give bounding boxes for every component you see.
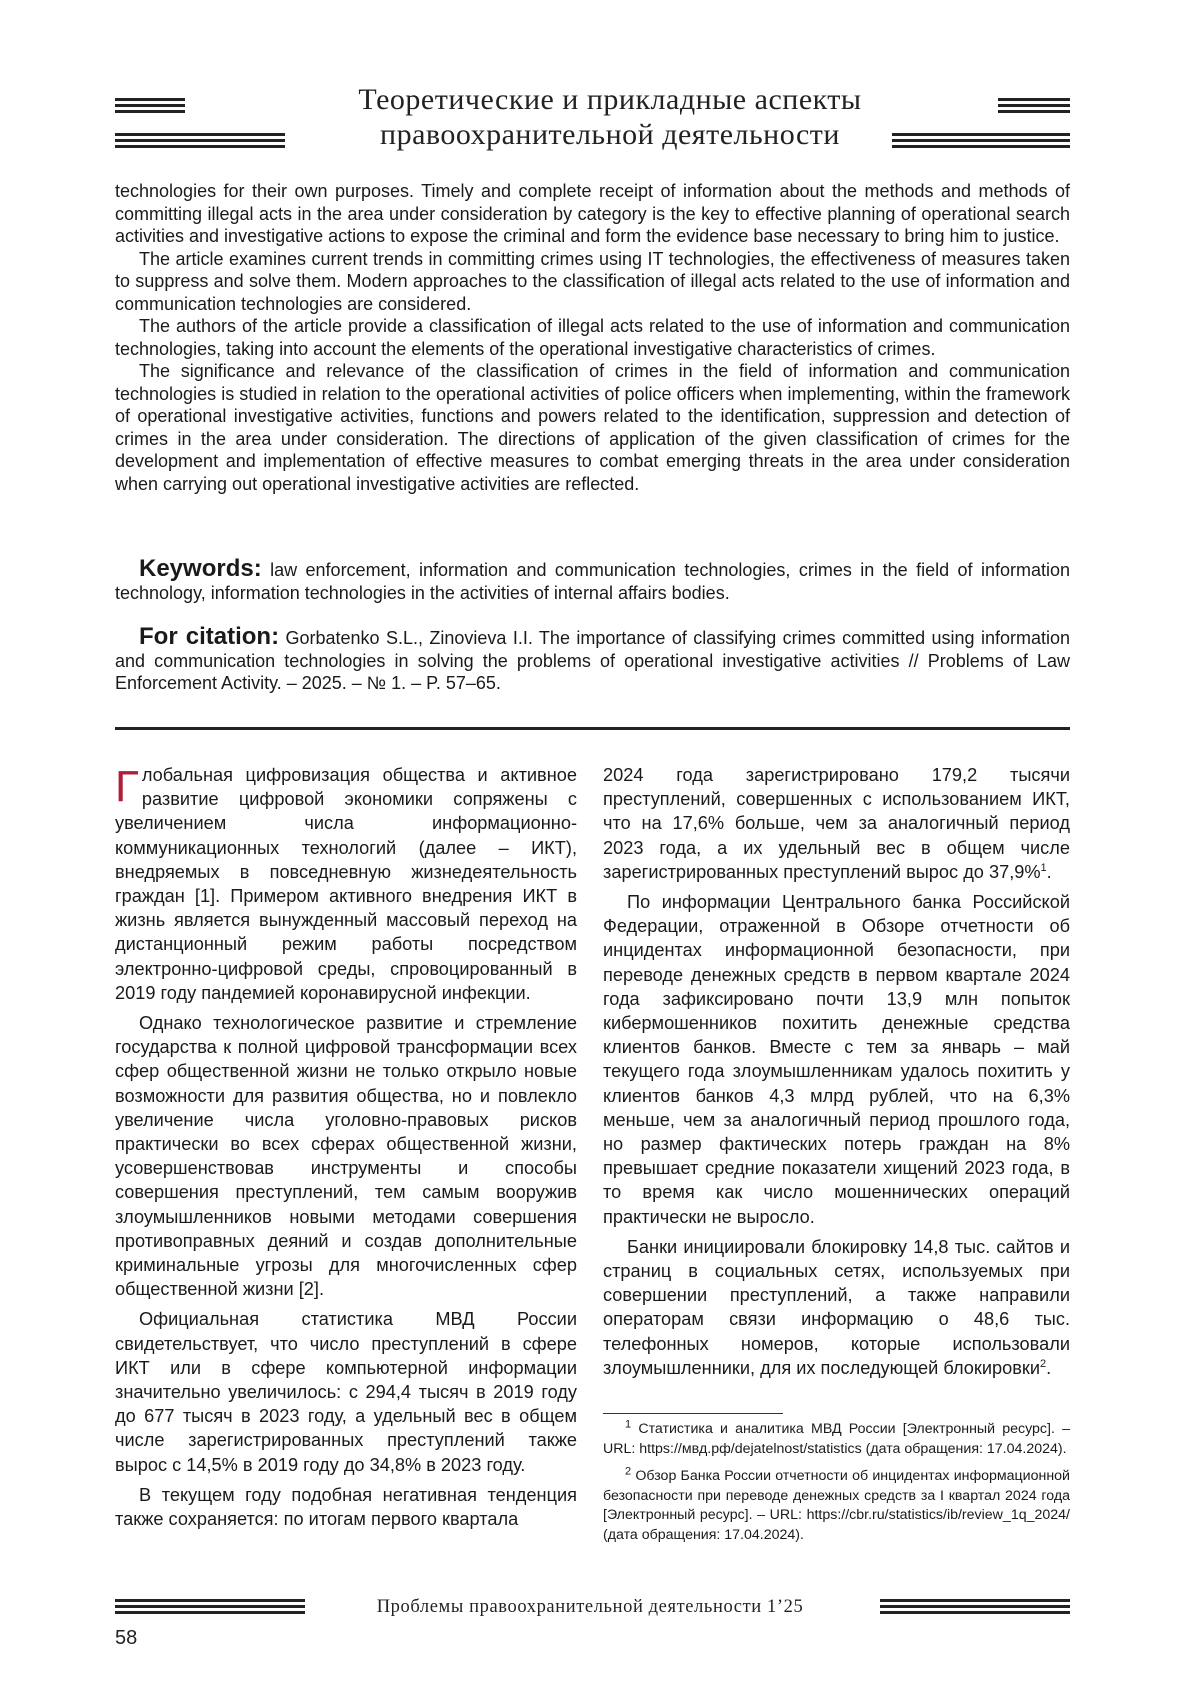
abstract-paragraph: technologies for their own purposes. Timely and complete receipt of information about the methods and methods of committing illegal acts in the area under consideration by category is the key to effective planning of operational search activities and investigative actions to expose the criminal and form the evidence base necessary to bring him to justice.	[115, 181, 1070, 246]
footnotes	[603, 1420, 1070, 1553]
footnote	[603, 1467, 1070, 1545]
abstract	[115, 180, 1070, 495]
keywords-text: law enforcement, information and communication technologies, crimes in the field of information technology, information technologies in the activities of internal affairs bodies.	[115, 560, 1070, 603]
abstract-paragraph: The authors of the article provide a classification of illegal acts related to the use of information and communication technologies, taking into account the elements of the operational investigative characteristics of crimes.	[115, 316, 1070, 359]
body-paragraph-text: лобальная цифровизация общества и активное развитие цифровой экономики сопряжены с увеличением числа информационно-коммуникационных технологий (далее – ИКТ), внедряемых в повседневную жизнедеятельность граждан [1]. Примером активного внедрения ИКТ в жизнь является вынужденный массовый переход на дистанционный режим работы посредством электронно-цифровой среды, спровоцированный в 2019 году пандемией коронавирусной инфекции.	[115, 765, 577, 1003]
body-paragraph	[603, 1235, 1070, 1380]
page-number: 58	[115, 1627, 138, 1649]
body-paragraph-text: Банки инициировали блокировку 14,8 тыс. сайтов и страниц в социальных сетях, используемых при совершении преступлений, а также направили операторам связи информацию о 48,6 тыс. телефонных номеров, которые использовали злоумышленники, для их последующей блокировки	[603, 1236, 1070, 1378]
citation	[115, 623, 1071, 695]
footer-lines-right	[880, 1599, 1070, 1617]
footnote-number: 1	[625, 1418, 632, 1431]
header-lines-right-top	[998, 98, 1070, 116]
body-paragraph-text: 2024 года зарегистрировано 179,2 тысячи преступлений, совершенных с использованием ИКТ, что на 17,6% больше, чем за аналогичный период 2023 года, а их удельный вес в общем числе зарегистрированных преступлений вырос до 37,9%	[603, 765, 1070, 882]
body-column-left	[115, 763, 577, 1537]
section-header-line2: правоохранительной деятельности	[380, 118, 840, 151]
abstract-paragraph: The article examines current trends in committing crimes using IT technologies, the effectiveness of measures taken to suppress and solve them. Modern approaches to the classification of illegal acts related to the use of information and communication technologies are considered.	[115, 248, 1070, 314]
journal-footer: Проблемы правоохранительной деятельности 1’25	[376, 1597, 804, 1617]
body-paragraph-end: .	[1046, 861, 1052, 882]
body-paragraph: В текущем году подобная негативная тенденция также сохраняется: по итогам первого квартала	[115, 1484, 577, 1530]
body-column-right	[603, 763, 1070, 1386]
body-paragraph: Официальная статистика МВД России свидетельствует, что число преступлений в сфере ИКТ или в сфере компьютерной информации значительно увеличилось: с 294,4 тысяч в 2019 году до 677 тысяч в 2023 году, а удельный вес в общем числе зарегистрированных преступлений также вырос с 14,5% в 2019 году до 34,8% в 2023 году.	[115, 1309, 577, 1475]
citation-label: For citation:	[139, 623, 280, 650]
section-header-line1: Теоретические и прикладные аспекты	[358, 83, 862, 116]
keywords-label: Keywords:	[139, 555, 262, 582]
body-paragraph	[115, 763, 577, 1005]
body-paragraph-end: .	[1046, 1357, 1052, 1378]
keywords	[115, 555, 1070, 604]
footnote-text: Обзор Банка России отчетности об инцидентах информационной безопасности при переводе денежных средств за I квартал 2024 года [Электронный ресурс]. – URL: https://cbr.ru/statistics/ib/review_1q_2024/ (дата обращения: 17.04.2024).	[603, 1468, 1070, 1543]
header-lines-left-top	[115, 98, 185, 116]
footer-lines-left	[115, 1599, 305, 1617]
footnote-ref[interactable]: 2	[1040, 1357, 1047, 1370]
abstract-paragraph: The significance and relevance of the classification of crimes in the field of information and communication technologies is studied in relation to the operational activities of police officers when implementing, within the framework of operational investigative activities, functions and powers related to the identification, suppression and detection of crimes in the area under consideration. The directions of application of the given classification of crimes for the development and implementation of effective measures to combat emerging threats in the area under consideration when carrying out operational investigative activities are reflected.	[115, 361, 1070, 494]
drop-cap: Г	[115, 762, 139, 811]
footnote-divider	[603, 1413, 783, 1414]
footnote-text: Статистика и аналитика МВД России [Электронный ресурс]. – URL: https://мвд.рф/dejatelnost/statistics (дата обращения: 17.04.2024).	[603, 1421, 1070, 1457]
footnote-ref[interactable]: 1	[1040, 861, 1047, 874]
body-paragraph: Однако технологическое развитие и стремление государства к полной цифровой трансформации всех сфер общественной жизни не только открыло новые возможности для развития общества, но и повлекло увеличение числа уголовно-правовых рисков практически во всех сферах общественной жизни, усовершенствовав инструменты и способы совершения преступлений, тем самым вооружив злоумышленников новыми методами совершения противоправных деяний и создав дополнительные криминальные угрозы для многочисленных сфер общественной жизни [2].	[115, 1013, 577, 1300]
footnote	[603, 1420, 1070, 1459]
section-header	[290, 82, 930, 152]
section-divider	[115, 727, 1070, 730]
body-paragraph: По информации Центрального банка Российской Федерации, отраженной в Обзоре отчетности об инцидентах информационной безопасности, при переводе денежных средств в первом квартале 2024 года зафиксировано почти 13,9 млн попыток кибермошенников похитить денежные средства клиентов банков. Вместе с тем за январь – май текущего года злоумышленникам удалось похитить у клиентов банков 4,3 млрд рублей, что на 6,3% меньше, чем за аналогичный период прошлого года, но размер фактических потерь граждан на 8% превышает средние показатели хищений 2023 года, в то время как число мошеннических операций практически не выросло.	[603, 892, 1070, 1227]
body-paragraph	[603, 763, 1070, 884]
header-lines-left-bottom	[115, 133, 285, 151]
citation-text: Gorbatenko S.L., Zinovieva I.I. The importance of classifying crimes committed using information and communication technologies in solving the problems of operational investigative activities // Problems of Law Enforcement Activity. – 2025. – № 1. – P. 57–65.	[115, 628, 1071, 693]
footnote-number: 2	[625, 1465, 632, 1478]
